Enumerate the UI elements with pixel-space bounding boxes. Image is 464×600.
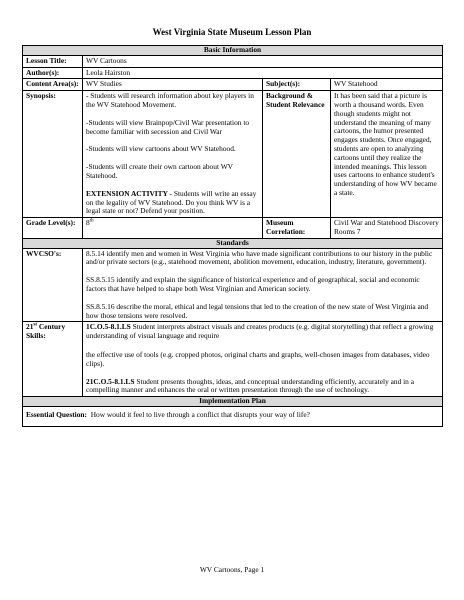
wvcso-row <box>23 248 443 322</box>
subject-value: WV Statehood <box>331 79 443 91</box>
standards-header-row <box>23 238 443 248</box>
lesson-title-row <box>23 55 443 67</box>
grade-suffix: th <box>89 218 94 224</box>
background-label: Background & Student Relevance <box>263 91 331 218</box>
skill-code: 1C.O.5-8.1.LS <box>86 322 131 332</box>
skill-item <box>86 323 439 341</box>
skills-label-rest: Century Skills: <box>26 322 66 341</box>
lesson-plan-table <box>22 45 443 427</box>
skill-code: 21C.O.5-8.1.LS <box>86 376 135 386</box>
wvcso-item: SS.8.5.16 describe the moral, ethical and legal tensions that led to the creation of the new state of West Virginia and how those tensions were resolved. <box>86 301 429 320</box>
lesson-title-label: Lesson Title: <box>23 55 83 67</box>
synopsis-cell <box>83 91 263 218</box>
extension-text: Students will write an essay on the legality of WV Statehood. Do you think WV is a legal state or not? Defend your position. <box>86 188 257 216</box>
implementation-header: Implementation Plan <box>23 397 443 407</box>
skills-cell <box>83 322 443 397</box>
content-area-row <box>23 79 443 91</box>
synopsis-row <box>23 91 443 218</box>
content-area-label: Content Area(s): <box>23 79 83 91</box>
museum-label: Museum Correlation: <box>263 218 331 239</box>
extension-label: EXTENSION ACTIVITY - <box>86 188 172 198</box>
skill-item <box>86 378 439 396</box>
synopsis-label: Synopsis: <box>23 91 83 218</box>
skill-text: Student presents thoughts, ideas, and conceptual understanding efficiently, accurately and in a compelling manner and enhances the oral or written presentation through the use of technology. <box>86 376 415 395</box>
skills-label-num: 21 <box>26 322 34 332</box>
skill-text: Student interprets abstract visuals and creates products (e.g. digital storytelling) that reflect a growing understanding of visual language and require <box>86 322 434 341</box>
lesson-title-value: WV Cartoons <box>83 55 443 67</box>
museum-value: Civil War and Statehood Discovery Rooms 7 <box>331 218 443 239</box>
document-title: West Virginia State Museum Lesson Plan <box>152 27 312 37</box>
page-footer: WV Cartoons, Page 1 <box>199 565 265 574</box>
wvcso-cell <box>83 248 443 322</box>
author-row <box>23 67 443 79</box>
content-area-value: WV Studies <box>83 79 263 91</box>
wvcso-item: SS.8.5.15 identify and explain the significance of historical experience and of geographical, social and economic factors that have helped to shape both West Virginian and American society. <box>86 275 420 293</box>
synopsis-item: -Students will view cartoons about WV Statehood. <box>86 144 236 154</box>
background-text: It has been said that a picture is worth a thousand words. Even though students might not understand the meaning of many cartoons, the humor presented engages students. Once engaged, students are open to analyzing cartoons until they realize the intended meanings. This lesson uses cartoons to enhance student's understanding of how WV became a state. <box>331 91 443 218</box>
skills-row <box>23 322 443 397</box>
standards-header: Standards <box>23 238 443 248</box>
essential-question-label: Essential Question: <box>26 409 87 419</box>
synopsis-item: - Students will research information about key players in the WV Statehood Movement. <box>86 91 254 109</box>
extension-activity <box>86 190 259 216</box>
essential-question-row <box>23 406 443 426</box>
essential-question-cell <box>23 406 443 426</box>
grade-number: 8 <box>86 218 90 228</box>
grade-label: Grade Level(s): <box>23 218 83 239</box>
essential-question-text: How would it feel to live through a conflict that disrupts your way of life? <box>90 409 310 419</box>
basic-info-header-row <box>23 46 443 56</box>
skills-label <box>23 322 83 397</box>
subject-label: Subject(s): <box>263 79 331 91</box>
author-label: Author(s): <box>23 67 83 79</box>
grade-row <box>23 218 443 239</box>
wvcso-item: 8.5.14 identify men and women in West Virginia who have made significant contributions to our history in the public and/or private sectors (e.g., statehood movement, abolition movement, education, industry, literature, government). <box>86 248 433 267</box>
synopsis-item: -Students will view Brainpop/Civil War presentation to become familiar with secession and Civil War <box>86 117 250 136</box>
implementation-header-row <box>23 397 443 407</box>
wvcso-label: WVCSO's: <box>23 248 83 322</box>
grade-value <box>83 218 263 239</box>
synopsis-item: -Students will create their own cartoon about WV Statehood. <box>86 162 233 180</box>
skills-label-suffix: st <box>33 322 38 328</box>
skill-continuation: the effective use of tools (e.g. cropped photos, original charts and graphs, well-chosen images from databases, video clips). <box>86 349 430 368</box>
author-value: Leola Hairston <box>83 67 443 79</box>
basic-info-header: Basic Information <box>23 46 443 56</box>
